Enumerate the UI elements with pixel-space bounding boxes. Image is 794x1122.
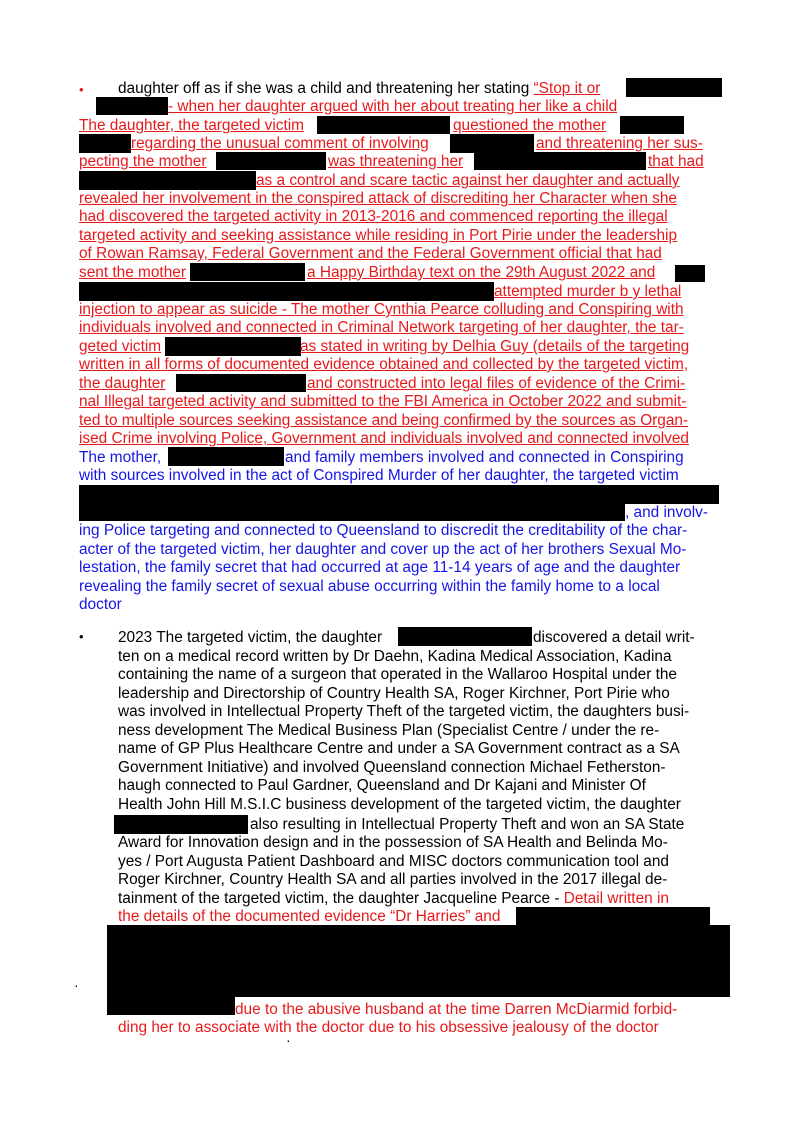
redaction-block [450, 134, 534, 153]
text-span: “Stop it or [533, 80, 601, 97]
text-line: ten on a medical record written by Dr Daehn, Kadina Medical Association, Kadina [118, 648, 672, 665]
text-line: a Happy Birthday text on the 29th August 2022 and [307, 264, 656, 281]
text-line: and family members involved and connected in Conspiring [285, 449, 684, 466]
redaction-block [114, 815, 248, 834]
text-line: regarding the unusual comment of involving [131, 135, 429, 152]
bullet-2: • [79, 629, 84, 644]
redaction-block [190, 263, 305, 281]
text-line: containing the name of a surgeon that operated in the Wallaroo Hospital under the [118, 666, 677, 683]
text-line: revealed her involvement in the conspired attack of discrediting her Character when she [79, 190, 677, 207]
text-line: name of GP Plus Healthcare Centre and under a SA Government contract as a SA [118, 740, 680, 757]
text-line: nal Illegal targeted activity and submitted to the FBI America in October 2022 and submit- [79, 393, 687, 410]
text-line: injection to appear as suicide - The mother Cynthia Pearce colluding and Conspiring with [79, 301, 684, 318]
text-line: 2023 The targeted victim, the daughter [118, 629, 383, 646]
redaction-block [107, 996, 235, 1015]
text-line: leadership and Directorship of Country Health SA, Roger Kirchner, Port Pirie who [118, 685, 670, 702]
redaction-block [107, 925, 730, 997]
text-line: revealing the family secret of sexual abuse occurring within the family home to a local [79, 578, 660, 595]
text-line: the daughter [79, 375, 166, 392]
text-line: and threatening her sus- [536, 135, 703, 152]
redaction-block [165, 337, 301, 356]
text-line: - when her daughter argued with her about treating her like a child [168, 98, 618, 115]
redaction-block [516, 907, 710, 925]
redaction-block [79, 485, 719, 504]
text-line: discovered a detail writ- [533, 629, 695, 646]
text-line: The daughter, the targeted victim [79, 117, 305, 134]
text-line: targeted activity and seeking assistance while residing in Port Pirie under the leadership [79, 227, 678, 244]
redaction-block [79, 134, 131, 153]
text-line: sent the mother [79, 264, 186, 281]
text-line: had discovered the targeted activity in 2013-2016 and commenced reporting the illegal [79, 208, 668, 225]
text-span: tainment of the targeted victim, the daughter Jacqueline Pearce - [118, 890, 564, 907]
redaction-block [168, 447, 284, 466]
text-line: ted to multiple sources seeking assistance and being confirmed by the sources as Organ- [79, 412, 689, 429]
text-line: that had [648, 153, 704, 170]
redaction-block [79, 171, 256, 190]
text-line: pecting the mother [79, 153, 207, 170]
stray-mark: · [74, 977, 79, 993]
text-line: haugh connected to Paul Gardner, Queensland and Dr Kajani and Minister Of [118, 777, 646, 794]
text-line [118, 80, 600, 98]
text-line: also resulting in Intellectual Property Theft and won an SA State [250, 816, 685, 833]
redaction-block [216, 152, 326, 170]
redaction-block [96, 97, 168, 115]
text-line: attempted murder b y lethal [494, 283, 682, 300]
redaction-block [317, 116, 450, 134]
text-line: as stated in writing by Delhia Guy (details of the targeting [300, 338, 690, 355]
redaction-block [675, 265, 705, 282]
text-line: as a control and scare tactic against her daughter and actually [256, 172, 680, 189]
stray-mark: · [286, 1032, 291, 1048]
redaction-block [176, 374, 306, 392]
text-line: acter of the targeted victim, her daughter and cover up the act of her brothers Sexual Mo- [79, 541, 687, 558]
text-line: Roger Kirchner, Country Health SA and all parties involved in the 2017 illegal de- [118, 871, 668, 888]
text-line: and constructed into legal files of evidence of the Crimi- [307, 375, 686, 392]
text-line: ness development The Medical Business Plan (Specialist Centre / under the re- [118, 722, 660, 739]
redaction-block [79, 282, 494, 301]
text-line: Award for Innovation design and in the possession of SA Health and Belinda Mo- [118, 834, 668, 851]
text-line: with sources involved in the act of Conspired Murder of her daughter, the targeted victim [79, 467, 679, 484]
redaction-block [620, 116, 684, 134]
text-line: the details of the documented evidence “Dr Harries” and [118, 908, 501, 925]
text-line: due to the abusive husband at the time Darren McDiarmid forbid- [235, 1001, 678, 1018]
redaction-block [474, 152, 646, 170]
text-span: daughter off as if she was a child and threatening her stating [118, 80, 534, 97]
redaction-block [398, 627, 532, 646]
text-line: of Rowan Ramsay, Federal Government and the Federal Government official that had [79, 245, 662, 262]
text-line: was threatening her [328, 153, 464, 170]
text-line: The mother, [79, 449, 162, 466]
text-line: yes / Port Augusta Patient Dashboard and MISC doctors communication tool and [118, 853, 669, 870]
text-line: ing Police targeting and connected to Queensland to discredit the creditability of the char- [79, 522, 688, 539]
bullet-1: • [79, 82, 84, 97]
text-span: Detail written in [563, 890, 669, 907]
redaction-block [626, 78, 722, 97]
text-line: geted victim [79, 338, 162, 355]
text-line: , and involv- [625, 504, 708, 521]
text-line: was involved in Intellectual Property Theft of the targeted victim, the daughters busi- [118, 703, 690, 720]
text-line: questioned the mother [453, 117, 607, 134]
text-line: ding her to associate with the doctor due to his obsessive jealousy of the doctor [118, 1019, 659, 1036]
text-line: written in all forms of documented evidence obtained and collected by the targeted victim, [79, 356, 689, 373]
text-line: individuals involved and connected in Criminal Network targeting of her daughter, the tar- [79, 319, 684, 336]
redaction-block [79, 503, 625, 521]
text-line: ised Crime involving Police, Government and individuals involved and connected involved [79, 430, 689, 447]
text-line: lestation, the family secret that had occurred at age 11-14 years of age and the daughter [79, 559, 681, 576]
text-line: doctor [79, 596, 122, 613]
text-line: Government Initiative) and involved Queensland connection Michael Fetherston- [118, 759, 666, 776]
text-line [118, 890, 669, 908]
text-line: Health John Hill M.S.I.C business development of the targeted victim, the daughter [118, 796, 681, 813]
